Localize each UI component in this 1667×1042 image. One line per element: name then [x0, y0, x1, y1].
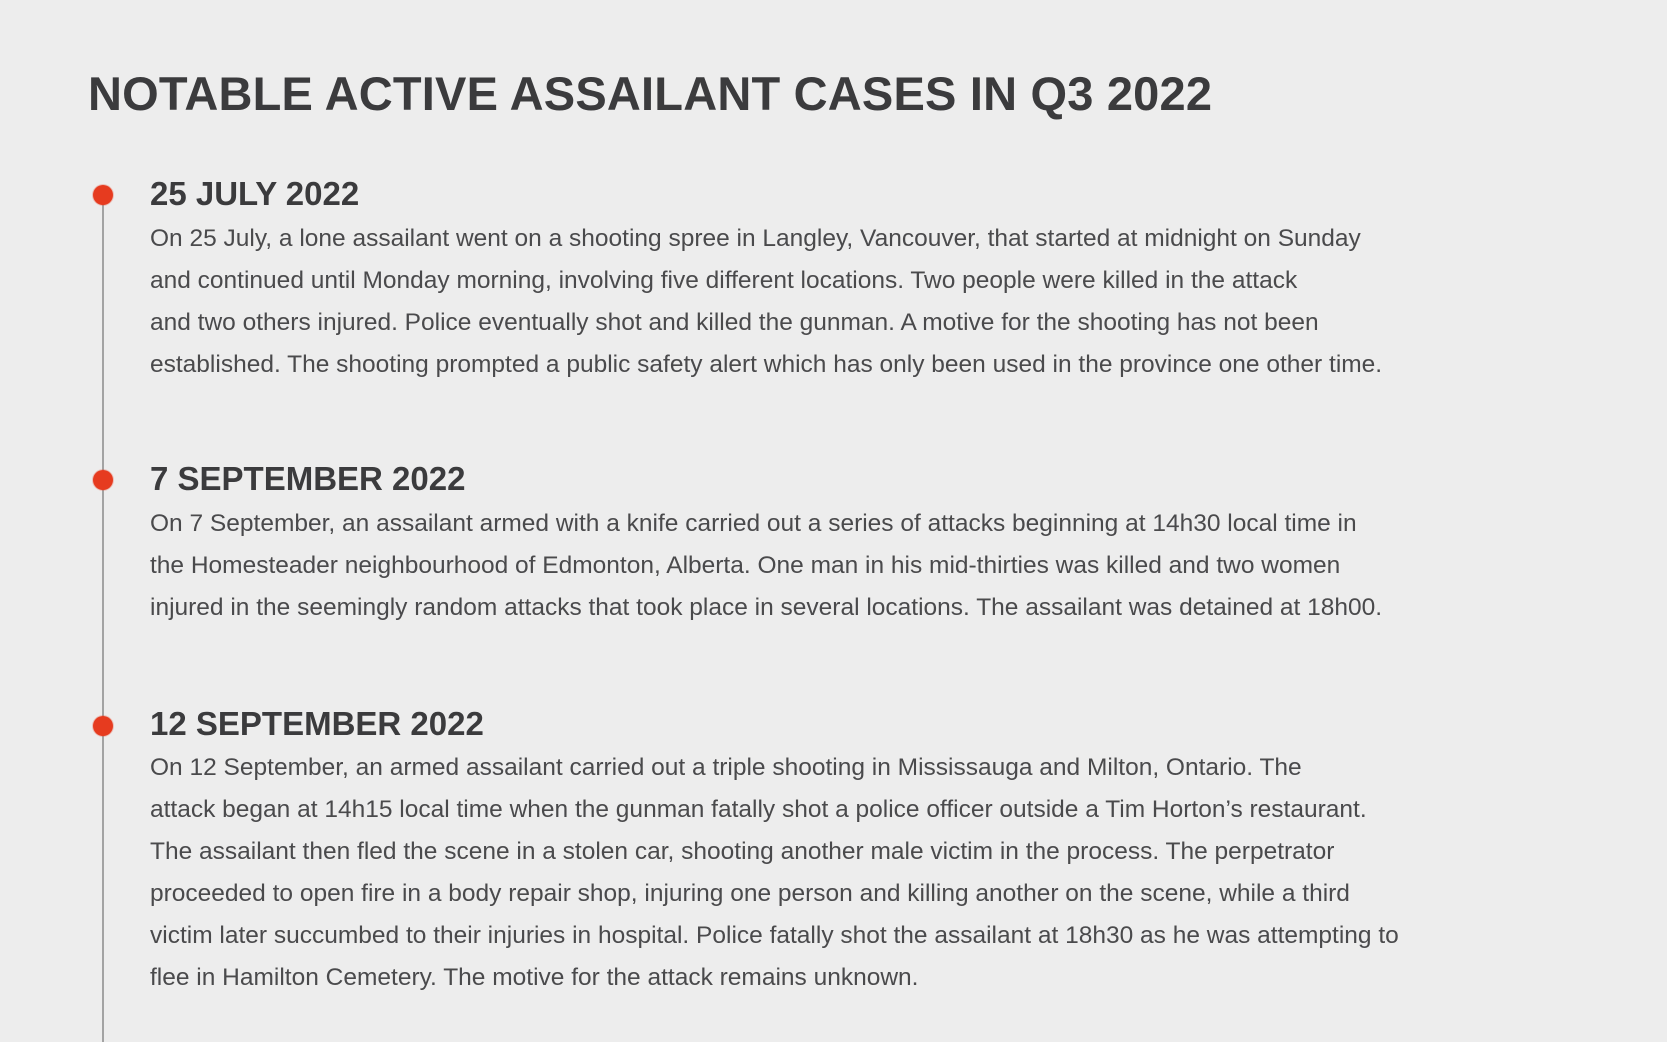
description-line: On 7 September, an assailant armed with a knife carried out a series of attacks beginning at 14h30 local time in [150, 510, 1357, 537]
description-line: proceeded to open fire in a body repair shop, injuring one person and killing another on the scene, while a third [150, 880, 1350, 907]
timeline-dot-icon [93, 185, 113, 205]
timeline-dot-icon [93, 716, 113, 736]
description-line: the Homesteader neighbourhood of Edmonton, Alberta. One man in his mid-thirties was killed and two women [150, 552, 1341, 579]
description-line: flee in Hamilton Cemetery. The motive for the attack remains unknown. [150, 964, 919, 991]
timeline-line [102, 196, 104, 1042]
description-line: and two others injured. Police eventually shot and killed the gunman. A motive for the shooting has not been [150, 309, 1319, 336]
description-line: attack began at 14h15 local time when the gunman fatally shot a police officer outside a Tim Horton’s restaurant. [150, 796, 1367, 823]
entry-date: 25 JULY 2022 [150, 175, 360, 212]
entry-description [150, 218, 1382, 386]
entry-description [150, 747, 1399, 999]
description-line: On 25 July, a lone assailant went on a shooting spree in Langley, Vancouver, that started at midnight on Sunday [150, 225, 1361, 252]
timeline-dot-icon [93, 470, 113, 490]
entry-date: 12 SEPTEMBER 2022 [150, 705, 484, 742]
description-line: and continued until Monday morning, involving five different locations. Two people were killed in the attack [150, 267, 1298, 294]
entry-date: 7 SEPTEMBER 2022 [150, 460, 466, 497]
description-line: established. The shooting prompted a public safety alert which has only been used in the province one other time. [150, 351, 1383, 378]
entry-description [150, 503, 1382, 629]
description-line: victim later succumbed to their injuries in hospital. Police fatally shot the assailant at 18h30 as he was attempting to [150, 922, 1399, 949]
description-line: The assailant then fled the scene in a stolen car, shooting another male victim in the process. The perpetrator [150, 838, 1335, 865]
page-title: NOTABLE ACTIVE ASSAILANT CASES IN Q3 2022 [88, 67, 1213, 120]
description-line: On 12 September, an armed assailant carried out a triple shooting in Mississauga and Milton, Ontario. The [150, 754, 1302, 781]
description-line: injured in the seemingly random attacks that took place in several locations. The assailant was detained at 18h00. [150, 594, 1383, 621]
